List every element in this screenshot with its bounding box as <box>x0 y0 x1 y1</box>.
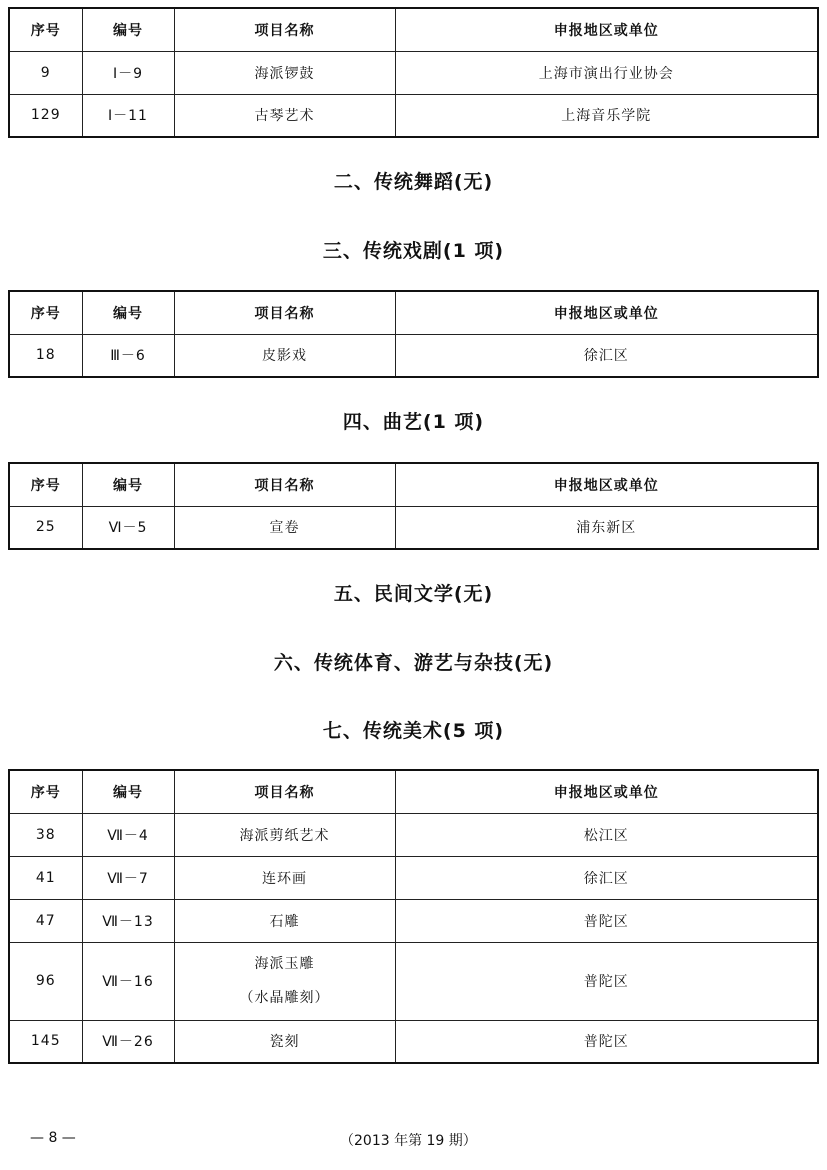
cell-seq: 145 <box>9 1020 82 1063</box>
cell-unit: 浦东新区 <box>395 506 818 549</box>
header-name: 项目名称 <box>174 463 395 506</box>
header-seq: 序号 <box>9 770 82 813</box>
section-heading-quyi: 四、曲艺(1 项) <box>342 411 485 433</box>
header-name: 项目名称 <box>174 8 395 51</box>
table-header-row <box>9 8 818 51</box>
cell-name: 连环画 <box>174 856 395 899</box>
cell-unit: 普陀区 <box>395 942 818 1020</box>
table-row <box>9 1020 818 1063</box>
cell-seq: 9 <box>9 51 82 94</box>
header-unit: 申报地区或单位 <box>395 8 818 51</box>
cell-seq: 41 <box>9 856 82 899</box>
cell-unit: 上海音乐学院 <box>395 94 818 137</box>
cell-name: 皮影戏 <box>174 334 395 377</box>
cell-seq: 18 <box>9 334 82 377</box>
cell-unit: 普陀区 <box>395 899 818 942</box>
cell-name: 瓷刻 <box>174 1020 395 1063</box>
table-quyi <box>8 462 819 550</box>
table-header-row <box>9 770 818 813</box>
cell-unit: 徐汇区 <box>395 856 818 899</box>
table-row <box>9 813 818 856</box>
header-name: 项目名称 <box>174 291 395 334</box>
table-row <box>9 334 818 377</box>
page-number: — 8 — <box>30 1130 76 1146</box>
cell-name: 海派锣鼓 <box>174 51 395 94</box>
header-unit: 申报地区或单位 <box>395 463 818 506</box>
table-drama <box>8 290 819 378</box>
cell-code: Ⅰ－11 <box>82 94 174 137</box>
cell-name-line2: （水晶雕刻） <box>239 990 330 1006</box>
header-name: 项目名称 <box>174 770 395 813</box>
cell-seq: 25 <box>9 506 82 549</box>
cell-code: Ⅲ－6 <box>82 334 174 377</box>
cell-seq: 129 <box>9 94 82 137</box>
table-header-row <box>9 463 818 506</box>
table-row <box>9 899 818 942</box>
cell-code: Ⅶ－16 <box>82 942 174 1020</box>
section-heading-sports: 六、传统体育、游艺与杂技(无) <box>273 652 554 674</box>
cell-name: 海派剪纸艺术 <box>174 813 395 856</box>
cell-seq: 38 <box>9 813 82 856</box>
section-heading-literature: 五、民间文学(无) <box>333 583 494 605</box>
cell-unit: 上海市演出行业协会 <box>395 51 818 94</box>
cell-unit: 徐汇区 <box>395 334 818 377</box>
table-header-row <box>9 291 818 334</box>
header-unit: 申报地区或单位 <box>395 770 818 813</box>
table-row <box>9 942 818 1020</box>
table-row <box>9 51 818 94</box>
table-row <box>9 94 818 137</box>
table-fine-arts <box>8 769 819 1064</box>
cell-name: 古琴艺术 <box>174 94 395 137</box>
table-row <box>9 856 818 899</box>
section-heading-drama: 三、传统戏剧(1 项) <box>322 240 505 262</box>
cell-name: 石雕 <box>174 899 395 942</box>
table-row <box>9 506 818 549</box>
cell-name-line1: 海派玉雕 <box>254 956 315 972</box>
header-code: 编号 <box>82 291 174 334</box>
cell-code: Ⅵ－5 <box>82 506 174 549</box>
header-unit: 申报地区或单位 <box>395 291 818 334</box>
header-code: 编号 <box>82 8 174 51</box>
section-heading-fine-arts: 七、传统美术(5 项) <box>322 720 505 742</box>
cell-code: Ⅰ－9 <box>82 51 174 94</box>
cell-code: Ⅶ－26 <box>82 1020 174 1063</box>
section-heading-dance: 二、传统舞蹈(无) <box>333 171 494 193</box>
cell-name <box>174 942 395 1020</box>
cell-seq: 96 <box>9 942 82 1020</box>
cell-code: Ⅶ－4 <box>82 813 174 856</box>
cell-code: Ⅶ－13 <box>82 899 174 942</box>
header-seq: 序号 <box>9 291 82 334</box>
header-seq: 序号 <box>9 463 82 506</box>
cell-code: Ⅶ－7 <box>82 856 174 899</box>
issue-label: （2013 年第 19 期） <box>340 1133 477 1149</box>
cell-unit: 松江区 <box>395 813 818 856</box>
cell-name: 宣卷 <box>174 506 395 549</box>
header-code: 编号 <box>82 463 174 506</box>
cell-unit: 普陀区 <box>395 1020 818 1063</box>
table-music <box>8 7 819 138</box>
header-code: 编号 <box>82 770 174 813</box>
cell-seq: 47 <box>9 899 82 942</box>
header-seq: 序号 <box>9 8 82 51</box>
